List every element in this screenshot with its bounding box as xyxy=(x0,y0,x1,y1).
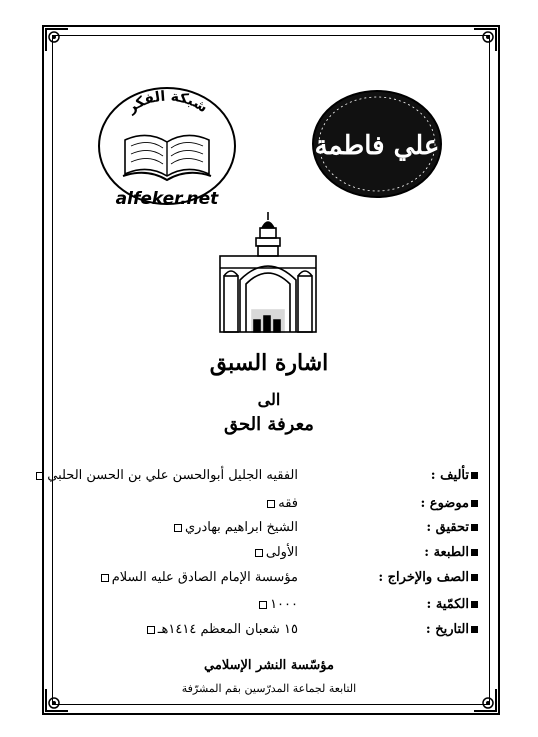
mosque-icon xyxy=(210,210,325,335)
calligraphy-seal xyxy=(310,88,445,200)
detail-value: مؤسسة الإمام الصادق عليه السلام xyxy=(101,570,298,585)
open-square-icon xyxy=(174,524,182,532)
detail-label: التاريخ : xyxy=(426,622,478,637)
bullet-square-icon xyxy=(471,472,478,479)
detail-row-editor xyxy=(62,520,478,542)
detail-label: تحقيق : xyxy=(426,520,478,535)
seal-calligraphy-text: علي فاطمة xyxy=(314,131,440,161)
publisher-name: مؤسّسة النشر الإسلامي xyxy=(204,658,334,673)
detail-value: فقه xyxy=(267,496,298,511)
open-square-icon xyxy=(101,574,109,582)
detail-row-author xyxy=(47,468,478,490)
detail-label: تأليف : xyxy=(431,468,478,483)
bullet-square-icon xyxy=(471,601,478,608)
detail-value: الشيخ ابراهيم بهادري xyxy=(174,520,298,535)
detail-label: الطبعة : xyxy=(424,545,478,560)
open-square-icon xyxy=(255,549,263,557)
open-square-icon xyxy=(36,472,44,480)
bullet-square-icon xyxy=(471,574,478,581)
open-square-icon xyxy=(147,626,155,634)
book-title-line3: معرفة الحق xyxy=(224,414,314,435)
corner-ornament-top-left xyxy=(44,27,70,53)
bullet-square-icon xyxy=(471,549,478,556)
detail-value: الأولى xyxy=(255,545,298,560)
open-book-icon xyxy=(123,135,211,180)
alfeker-logo xyxy=(95,82,240,210)
detail-row-typesetting xyxy=(62,570,478,592)
detail-row-quantity xyxy=(62,597,478,619)
book-title-line2: الى xyxy=(257,390,281,409)
detail-row-edition xyxy=(62,545,478,567)
logo-arabic-text: شبكة الفكر xyxy=(124,88,211,117)
detail-label: الكمّية : xyxy=(427,597,479,612)
bullet-square-icon xyxy=(471,626,478,633)
detail-row-date xyxy=(62,622,478,644)
open-square-icon xyxy=(267,500,275,508)
bullet-square-icon xyxy=(471,500,478,507)
detail-label: موضوع : xyxy=(420,496,478,511)
book-title: اشارة السبق xyxy=(209,350,329,376)
logo-latin-text: alfeker.net xyxy=(115,189,219,209)
detail-label: الصف والإخراج : xyxy=(378,570,478,585)
detail-value: الفقيه الجليل أبوالحسن علي بن الحسن الحلبي xyxy=(36,468,298,483)
detail-value: ١٠٠٠ xyxy=(259,597,298,612)
open-square-icon xyxy=(259,601,267,609)
bullet-square-icon xyxy=(471,524,478,531)
publisher-subtitle: التابعة لجماعة المدرّسين بقم المشرّفة xyxy=(181,682,357,695)
detail-row-subject xyxy=(62,496,478,518)
detail-value: ١٥ شعبان المعظم ١٤١٤هـ xyxy=(147,622,298,637)
corner-ornament-top-right xyxy=(472,27,498,53)
